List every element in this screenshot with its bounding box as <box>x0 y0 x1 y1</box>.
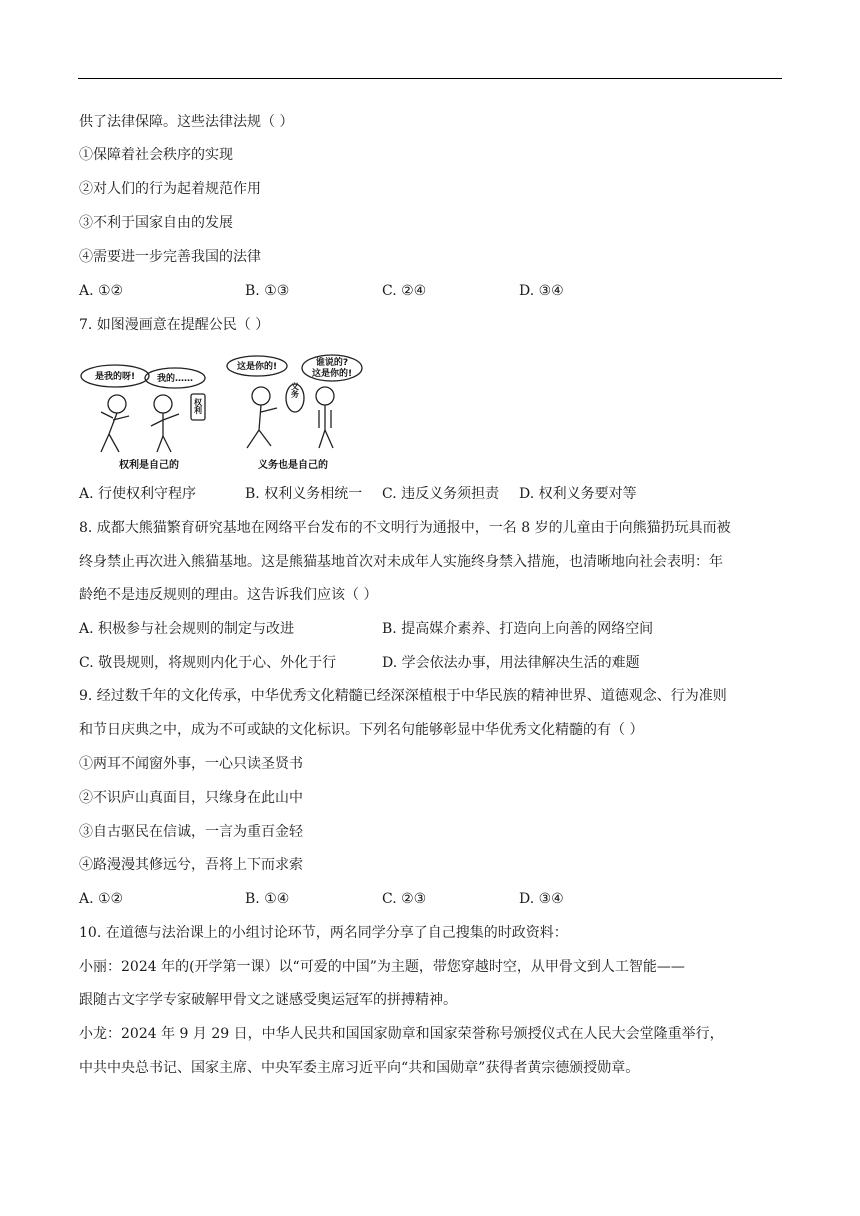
left-figure-2-body <box>151 413 179 452</box>
q10-stem: 10. 在道德与法治课上的小组讨论环节，两名同学分享了自己搜集的时政资料： <box>79 925 568 941</box>
header-rule <box>78 78 782 79</box>
q7-option-c[interactable]: C. 违反义务须担责 <box>382 486 500 502</box>
q9-item-2: ②不识庐山真面目，只缘身在此山中 <box>79 790 303 806</box>
q6-item-2: ②对人们的行为起着规范作用 <box>79 181 261 197</box>
q8-stem-line-1: 8. 成都大熊猫繁育研究基地在网络平台发布的不文明行为通报中，一名 8 岁的儿童由于向熊猫扔玩具而被 <box>79 520 731 536</box>
right-caption: 义务也是自己的 <box>258 460 328 471</box>
q6-option-a[interactable]: A. ①② <box>79 283 124 299</box>
left-bubble-1-text: 是我的呀! <box>94 372 136 382</box>
q7-stem: 7. 如图漫画意在提醒公民（ ） <box>79 317 270 333</box>
q6-option-c[interactable]: C. ②④ <box>382 283 427 299</box>
q9-stem-line-1: 9. 经过数千年的文化传承，中华优秀文化精髓已经深深植根于中华民族的精神世界、道德观念、行为准则 <box>79 688 727 704</box>
q9-option-a[interactable]: A. ①② <box>79 891 124 907</box>
q9-option-b[interactable]: B. ①④ <box>245 891 290 907</box>
cartoon-illustration <box>79 354 379 474</box>
right-bubble-2-text-line2: 这是你的! <box>311 369 353 379</box>
q7-cartoon <box>79 354 379 474</box>
q10-material-2-line-2: 中共中央总书记、国家主席、中央军委主席习近平向“共和国勋章”获得者黄宗德颁授勋章。 <box>79 1060 640 1076</box>
q9-item-4: ④路漫漫其修远兮，吾将上下而求索 <box>79 857 303 873</box>
left-figure-1-head <box>108 395 126 413</box>
q8-option-d[interactable]: D. 学会依法办事，用法律解决生活的难题 <box>382 655 640 671</box>
q6-option-d[interactable]: D. ③④ <box>519 283 564 299</box>
q9-option-c[interactable]: C. ②③ <box>382 891 427 907</box>
q9-item-1: ①两耳不闻窗外事，一心只读圣贤书 <box>79 756 303 772</box>
q8-option-a[interactable]: A. 积极参与社会规则的制定与改进 <box>79 621 295 637</box>
right-figure-2-body <box>319 405 333 448</box>
right-figure-2-head <box>316 387 334 405</box>
right-figure-1-head <box>252 387 270 405</box>
right-sign-text: 义务 <box>290 382 300 398</box>
q6-stem: 供了法律保障。这些法律法规（ ） <box>79 114 294 130</box>
right-bubble-1-text: 这是你的! <box>236 362 278 372</box>
q7-option-d[interactable]: D. 权利义务要对等 <box>519 486 637 502</box>
q10-material-1-line-2: 跟随古文字学专家破解甲骨文之谜感受奥运冠军的拼搏精神。 <box>79 992 457 1008</box>
left-figure-1-body <box>101 412 129 452</box>
right-bubble-2-text-line1: 谁说的? <box>315 358 349 368</box>
left-sign-text: 权利 <box>193 398 203 414</box>
q9-stem-line-2: 和节日庆典之中，成为不可或缺的文化标识。下列名句能够彰显中华优秀文化精髓的有（ ） <box>79 722 644 738</box>
left-caption: 权利是自己的 <box>119 460 179 471</box>
q6-item-4: ④需要进一步完善我国的法律 <box>79 249 261 265</box>
right-figure-1-body <box>247 405 277 448</box>
q6-option-b[interactable]: B. ①③ <box>245 283 290 299</box>
left-figure-2-head <box>154 395 172 413</box>
left-bubble-2-text: 我的…… <box>156 374 194 384</box>
q10-material-2-line-1: 小龙：2024 年 9 月 29 日，中华人民共和国国家勋章和国家荣誉称号颁授仪式在人民大会堂隆重举行， <box>79 1026 724 1042</box>
q6-item-1: ①保障着社会秩序的实现 <box>79 147 233 163</box>
q7-option-a[interactable]: A. 行使权利守程序 <box>79 486 197 502</box>
q6-item-3: ③不利于国家自由的发展 <box>79 215 233 231</box>
q8-option-b[interactable]: B. 提高媒介素养、打造向上向善的网络空间 <box>382 621 654 637</box>
q9-option-d[interactable]: D. ③④ <box>519 891 564 907</box>
q8-stem-line-3: 龄绝不是违反规则的理由。这告诉我们应该（ ） <box>79 587 378 603</box>
q8-stem-line-2: 终身禁止再次进入熊猫基地。这是熊猫基地首次对未成年人实施终身禁入措施，也清晰地向社会表明：年 <box>79 554 723 570</box>
q9-item-3: ③自古驱民在信诚，一言为重百金轻 <box>79 824 303 840</box>
q7-option-b[interactable]: B. 权利义务相统一 <box>245 486 363 502</box>
q10-material-1-line-1: 小丽：2024 年的(开学第一课）以“可爱的中国”为主题，带您穿越时空，从甲骨文到人工智能—— <box>79 959 685 975</box>
q8-option-c[interactable]: C. 敬畏规则，将规则内化于心、外化于行 <box>79 655 337 671</box>
